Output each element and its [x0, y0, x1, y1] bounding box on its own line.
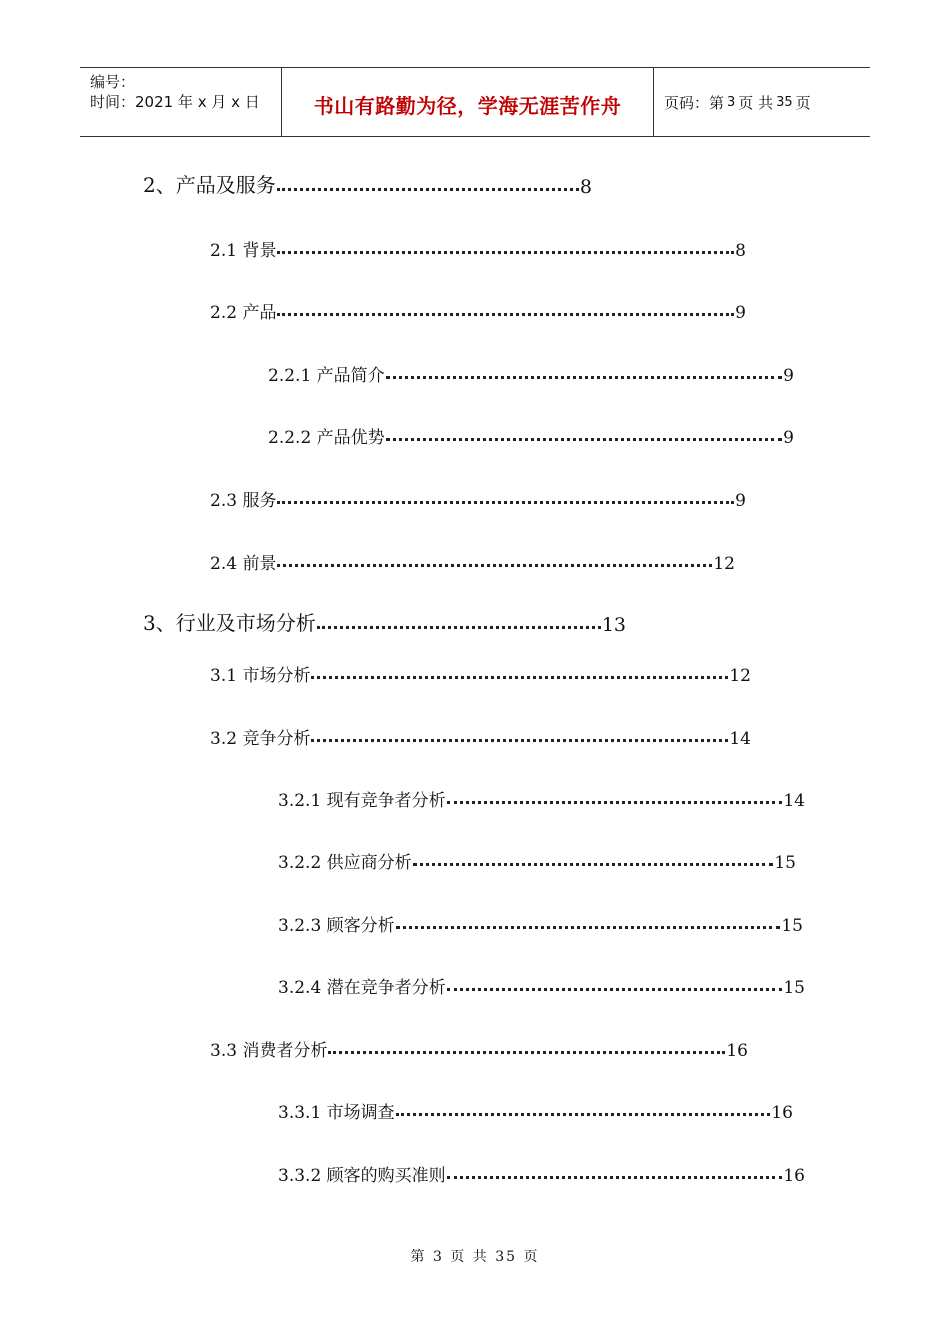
header-motto: 书山有路勤为径，学海无涯苦作舟: [313, 93, 622, 118]
toc-entry-page: 8: [579, 176, 592, 198]
toc-entry[interactable]: [278, 1095, 793, 1123]
serial-label: 编号：: [90, 73, 136, 91]
toc-entry[interactable]: [210, 233, 746, 261]
toc-entry-label: 3.1 市场分析: [210, 666, 311, 686]
toc-entry[interactable]: [210, 721, 751, 749]
toc-entry[interactable]: [278, 845, 796, 873]
toc-entry-label: 2.3 服务: [210, 491, 277, 511]
toc-leader: [386, 437, 783, 441]
toc-entry-label: 3.3.1 市场调查: [278, 1103, 395, 1123]
toc-entry[interactable]: [210, 483, 746, 511]
toc-entry[interactable]: [278, 1158, 805, 1186]
page-prefix: 页码：第: [664, 93, 725, 112]
page-total: 35: [776, 94, 793, 110]
toc-entry-page: 14: [729, 729, 751, 749]
toc-entry-page: 16: [783, 1166, 805, 1186]
toc-entry-label: 3.2.1 现有竞争者分析: [278, 791, 446, 811]
toc-entry-label: 3.2 竞争分析: [210, 729, 311, 749]
toc-entry-page: 9: [783, 366, 794, 386]
toc-entry-page: 12: [729, 666, 751, 686]
toc-leader: [277, 563, 712, 567]
toc-entry[interactable]: [268, 420, 794, 448]
toc-leader: [396, 1112, 771, 1116]
toc-leader: [396, 925, 781, 929]
header-meta: [80, 68, 282, 136]
toc-leader: [311, 738, 728, 742]
toc-entry-label: 2.2.1 产品简介: [268, 366, 385, 386]
toc-entry-page: 9: [735, 491, 746, 511]
toc-entry[interactable]: [210, 295, 746, 323]
page-mid: 页 共: [738, 93, 774, 112]
toc-entry[interactable]: [143, 608, 626, 636]
toc-entry-page: 9: [735, 303, 746, 323]
toc-entry-label: 3.3 消费者分析: [210, 1041, 328, 1061]
toc-leader: [277, 500, 734, 504]
toc-entry[interactable]: [210, 546, 735, 574]
toc-entry-page: 15: [774, 853, 796, 873]
toc-entry[interactable]: [268, 358, 794, 386]
toc-leader: [447, 1175, 783, 1179]
toc-leader: [311, 675, 728, 679]
toc-leader: [386, 375, 783, 379]
toc-entry-page: 9: [783, 428, 794, 448]
toc-leader: [328, 1050, 725, 1054]
toc-entry-label: 2、产品及服务: [143, 173, 276, 197]
toc-entry-page: 15: [781, 916, 803, 936]
toc-entry[interactable]: [278, 783, 805, 811]
page-suffix: 页: [795, 93, 811, 112]
toc-leader: [447, 987, 783, 991]
toc-leader: [317, 625, 601, 629]
toc-entry-page: 16: [726, 1041, 748, 1061]
toc-entry[interactable]: [210, 658, 751, 686]
toc-entry-page: 13: [601, 614, 626, 636]
toc-entry-page: 14: [783, 791, 805, 811]
page-current: 3: [727, 94, 736, 110]
toc-entry-label: 3、行业及市场分析: [143, 611, 316, 635]
toc-entry-page: 16: [771, 1103, 793, 1123]
header-page-info: [654, 68, 870, 136]
toc-entry-label: 3.2.4 潜在竞争者分析: [278, 978, 446, 998]
toc-entry-page: 8: [735, 241, 746, 261]
toc-entry[interactable]: [143, 170, 592, 198]
toc-leader: [277, 250, 734, 254]
toc-entry-label: 2.2 产品: [210, 303, 277, 323]
toc-entry-label: 2.2.2 产品优势: [268, 428, 385, 448]
toc-leader: [277, 187, 579, 191]
toc-entry-label: 2.4 前景: [210, 554, 277, 574]
toc-entry[interactable]: [278, 970, 805, 998]
toc-entry-label: 3.2.3 顾客分析: [278, 916, 395, 936]
time-label: 时间：2021 年 x 月 x 日: [90, 93, 260, 111]
toc-entry-label: 3.2.2 供应商分析: [278, 853, 412, 873]
toc-leader: [413, 862, 774, 866]
toc-entry[interactable]: [210, 1033, 748, 1061]
page-header: [80, 67, 870, 137]
toc-entry[interactable]: [278, 908, 803, 936]
toc-entry-label: 2.1 背景: [210, 241, 277, 261]
page-footer: 第 3 页 共 35 页: [410, 1249, 540, 1265]
toc-entry-page: 12: [713, 554, 735, 574]
toc-leader: [447, 800, 783, 804]
toc-leader: [277, 312, 734, 316]
header-motto-cell: [282, 68, 654, 136]
toc-entry-page: 15: [783, 978, 805, 998]
toc-entry-label: 3.3.2 顾客的购买准则: [278, 1166, 446, 1186]
